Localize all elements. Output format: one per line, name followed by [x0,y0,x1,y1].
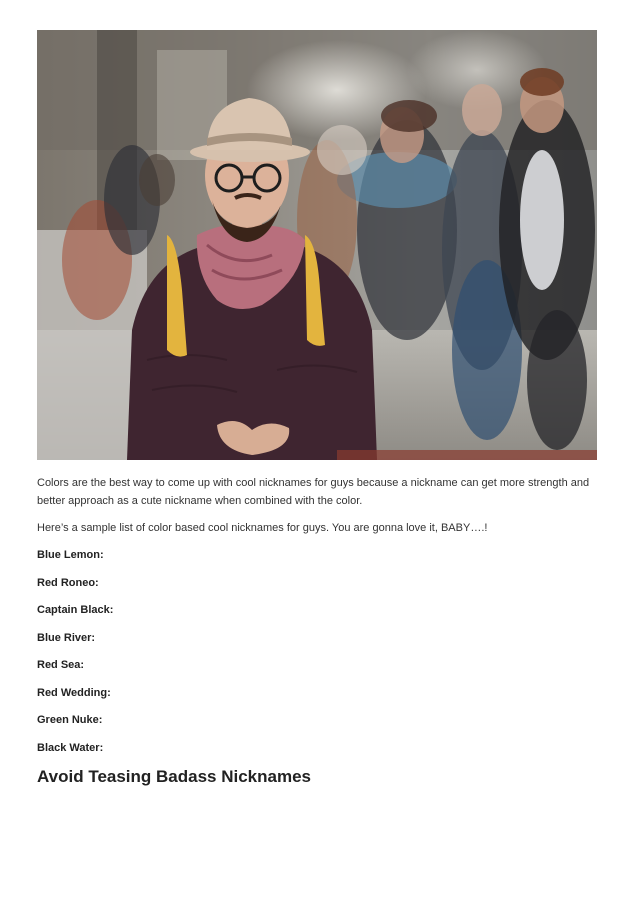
nickname-item: Red Sea: [37,659,85,671]
nickname-item: Captain Black: [37,604,114,616]
section-heading: Avoid Teasing Badass Nicknames [37,767,311,786]
nickname-item: Black Water: [37,741,104,754]
man-in-hat-photo-illustration [37,30,597,460]
nickname-item: Blue Lemon: [37,549,104,561]
nickname-item: Red Roneo: [37,576,99,589]
intro-paragraph: Colors are the best way to come up with cool nicknames for guys because a nickname can get more strength and better approach as a cute nickname when combined with the color. [37,477,590,507]
lead-paragraph: Here’s a sample list of color based cool nicknames for guys. You are gonna love it, BABY….! [37,522,488,534]
nickname-item: Red Wedding: [37,686,111,699]
hero-photo [37,30,597,460]
nickname-item: Blue River: [37,631,96,644]
nickname-item: Green Nuke: [37,714,103,726]
article-body [37,474,599,788]
